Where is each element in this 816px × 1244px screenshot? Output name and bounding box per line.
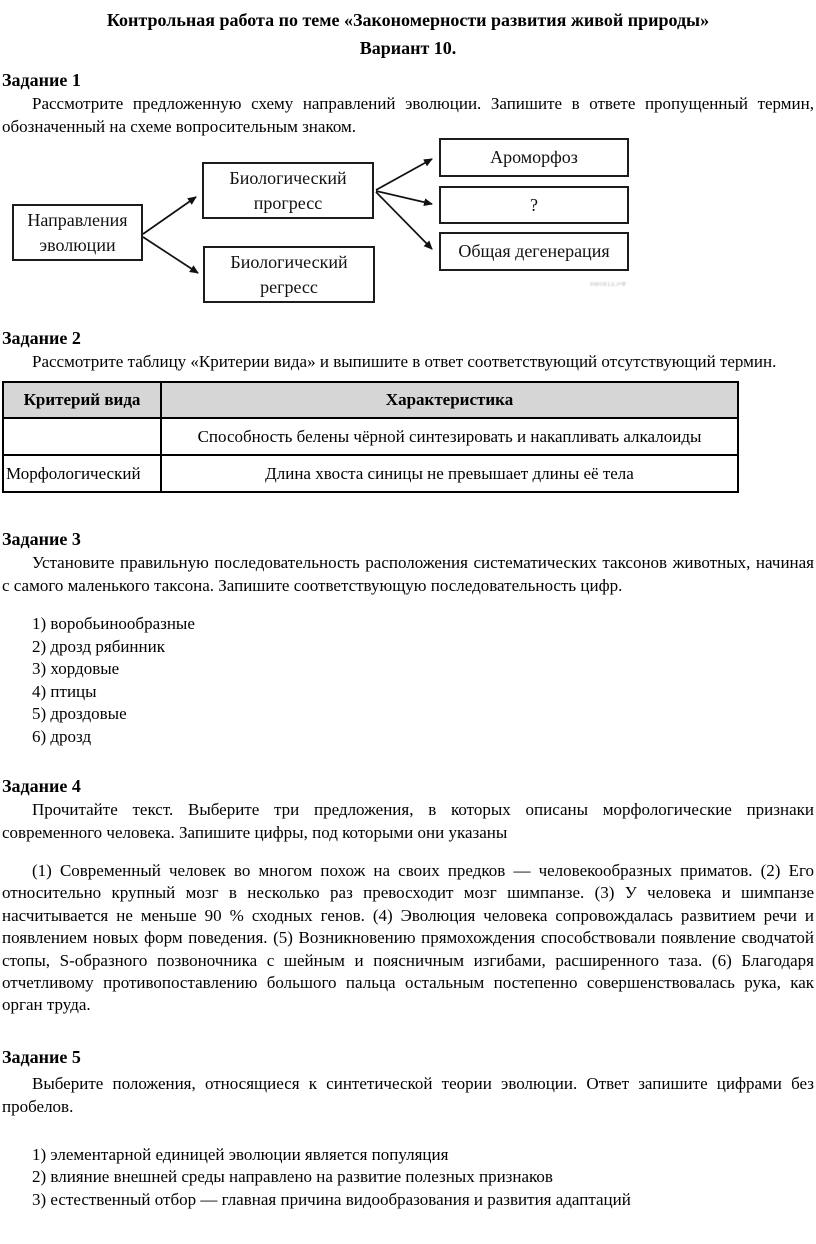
task3-option-6: 6) дрозд bbox=[32, 726, 92, 746]
task4-heading: Задание 4 bbox=[2, 776, 81, 796]
image-watermark: НВ0913.РФ bbox=[590, 282, 627, 288]
task4-passage: (1) Современный человек во многом похож на своих предков — человекообразных приматов. (2) Его относительно крупный мозг в несколько раз превосходит мозг шимпанзе. (3) У человека и шимпанзе насчитывается не меньше 90 % сходных генов. (4) Эволюция человека сопровождалась развитием речи и появлением новых форм поведения. (5) Возникновению прямохождения способствовали появление сводчатой стопы, S-образного позвоночника с шейным и поясничным изгибами, расширенного таза. (6) Благодаря отчетливому противопоставлению большого пальца остальным постепенно совершенствовалась рука, как орган труда. bbox=[2, 861, 814, 1015]
task3-options bbox=[2, 613, 814, 748]
diagram-box-question: ? bbox=[439, 186, 629, 224]
task4-text: Прочитайте текст. Выберите три предложения, в которых описаны морфологические признаки современного человека. Запишите цифры, под которыми они указаны bbox=[2, 800, 814, 842]
doc-title: Контрольная работа по теме «Закономерности развития живой природы» bbox=[106, 10, 710, 30]
task3-option-3: 3) хордовые bbox=[32, 659, 120, 678]
task3-option-4: 4) птицы bbox=[32, 681, 97, 701]
task1-text: Рассмотрите предложенную схему направлений эволюции. Запишите в ответе пропущенный термин, обозначенный на схеме вопросительным знаком. bbox=[2, 94, 814, 136]
criteria-table bbox=[2, 381, 739, 493]
diagram-box-regress: Биологический регресс bbox=[203, 246, 375, 303]
table-cell-criterion-empty bbox=[3, 418, 161, 455]
table-cell-criterion: Морфологический bbox=[3, 455, 161, 492]
diagram-box-progress: Биологический прогресс bbox=[202, 162, 374, 219]
task3-option-5: 5) дроздовые bbox=[32, 704, 127, 723]
task3-text: Установите правильную последовательность расположения систематических таксонов животных, начиная с самого маленького таксона. Запишите соответствующую последовательность цифр. bbox=[2, 553, 814, 595]
diagram-box-aromorphosis: Ароморфоз bbox=[439, 138, 629, 177]
table-cell-characteristic: Способность белены чёрной синтезировать и накапливать алкалоиды bbox=[161, 418, 738, 455]
task3-heading: Задание 3 bbox=[2, 529, 81, 549]
table-row bbox=[3, 418, 738, 455]
doc-variant: Вариант 10. bbox=[359, 38, 457, 58]
task3-option-1: 1) воробьинообразные bbox=[32, 614, 195, 633]
task5-text: Выберите положения, относящиеся к синтетической теории эволюции. Ответ запишите цифрами без пробелов. bbox=[2, 1073, 814, 1116]
task2-heading: Задание 2 bbox=[2, 328, 81, 348]
diagram-box-degeneration: Общая дегенерация bbox=[439, 232, 629, 271]
task5-option-2: 2) влияние внешней среды направлено на развитие полезных признаков bbox=[32, 1167, 553, 1187]
table-header-characteristic: Характеристика bbox=[161, 382, 738, 418]
diagram-box-directions: Направления эволюции bbox=[12, 204, 143, 261]
task5-option-1: 1) элементарной единицей эволюции является популяция bbox=[32, 1144, 449, 1164]
table-cell-characteristic: Длина хвоста синицы не превышает длины её тела bbox=[161, 455, 738, 492]
task5-options bbox=[2, 1144, 814, 1212]
table-header-row bbox=[3, 382, 738, 418]
task2-text: Рассмотрите таблицу «Критерии вида» и выпишите в ответ соответствующий отсутствующий термин. bbox=[32, 352, 777, 371]
evolution-diagram bbox=[2, 136, 662, 312]
table-row bbox=[3, 455, 738, 492]
task5-heading: Задание 5 bbox=[2, 1046, 81, 1067]
task3-option-2: 2) дрозд рябинник bbox=[32, 636, 165, 656]
table-header-criterion: Критерий вида bbox=[3, 382, 161, 418]
task1-heading: Задание 1 bbox=[2, 70, 81, 90]
task5-option-3: 3) естественный отбор — главная причина видообразования и развития адаптаций bbox=[32, 1189, 631, 1209]
